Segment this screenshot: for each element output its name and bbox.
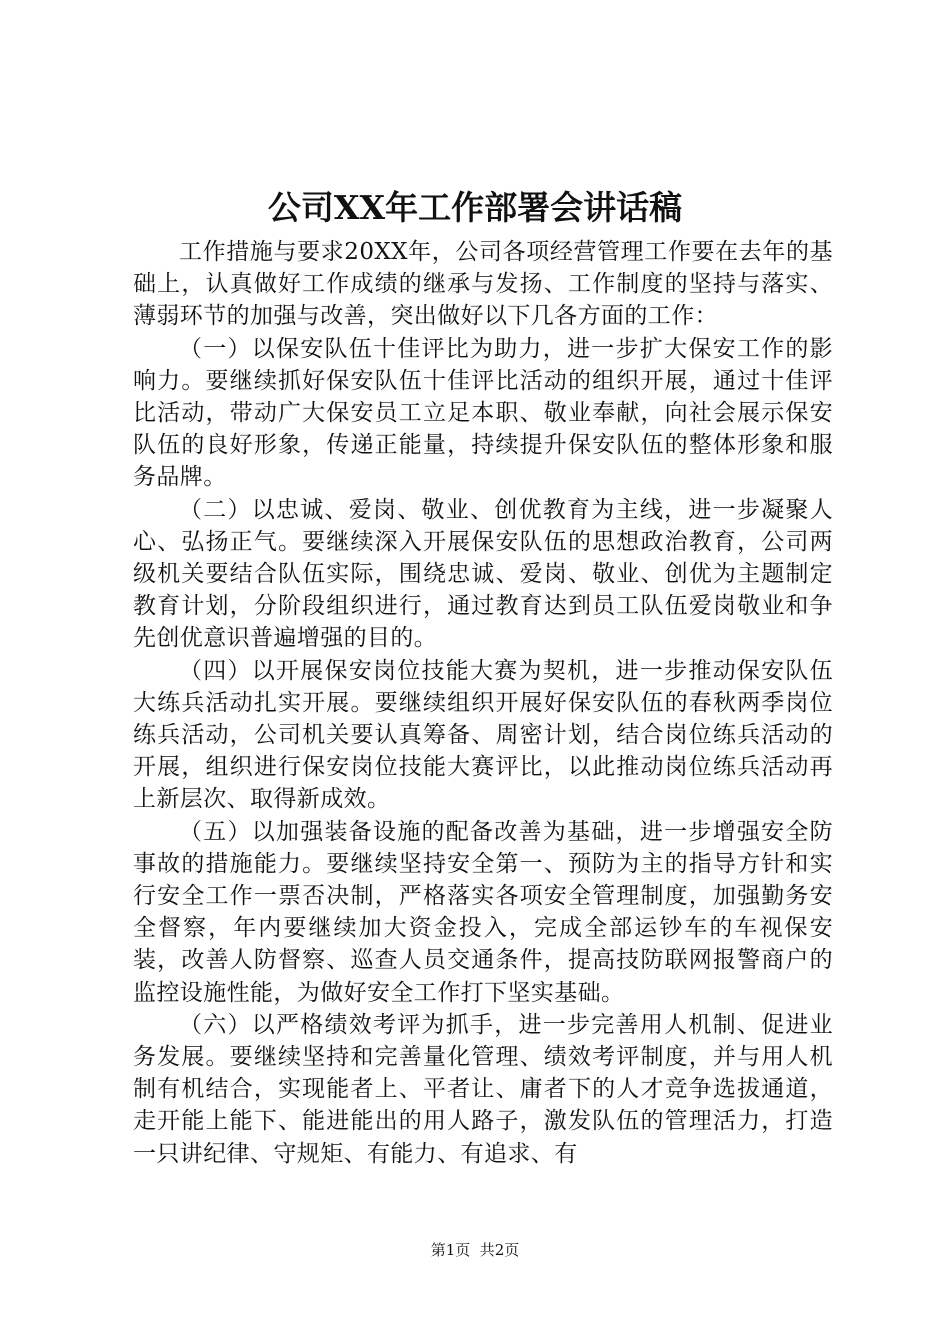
paragraph-item-5: （五）以加强装备设施的配备改善为基础，进一步增强安全防事故的措施能力。要继续坚持安全第一、预防为主的指导方针和实行安全工作一票否决制，严格落实各项安全管理制度，加强勤务安全督察，年内要继续加大资金投入，完成全部运钞车的车视保安装，改善人防督察、巡查人员交通条件，提高技防联网报警商户的监控设施性能，为做好安全工作打下坚实基础。 <box>133 818 833 1006</box>
paragraph-item-6: （六）以严格绩效考评为抓手，进一步完善用人机制、促进业务发展。要继续坚持和完善量化管理、绩效考评制度，并与用人机制有机结合，实现能者上、平者让、庸者下的人才竞争选拔通道，走开能上能下、能进能出的用人路子，激发队伍的管理活力，打造一只讲纪律、守规矩、有能力、有追求、有 <box>133 1011 833 1167</box>
paragraph-item-1: （一）以保安队伍十佳评比为助力，进一步扩大保安工作的影响力。要继续抓好保安队伍十佳评比活动的组织开展，通过十佳评比活动，带动广大保安员工立足本职、敬业奉献，向社会展示保安队伍的良好形象，传递正能量，持续提升保安队伍的整体形象和服务品牌。 <box>133 335 833 491</box>
page-footer <box>0 1240 950 1260</box>
paragraph-item-4: （四）以开展保安岗位技能大赛为契机，进一步推动保安队伍大练兵活动扎实开展。要继续组织开展好保安队伍的春秋两季岗位练兵活动，公司机关要认真筹备、周密计划，结合岗位练兵活动的开展，组织进行保安岗位技能大赛评比，以此推动岗位练兵活动再上新层次、取得新成效。 <box>133 657 833 813</box>
paragraph-intro: 工作措施与要求20XX年，公司各项经营管理工作要在去年的基础上，认真做好工作成绩的继承与发扬、工作制度的坚持与落实、薄弱环节的加强与改善，突出做好以下几各方面的工作： <box>133 239 833 330</box>
page-number: 第1页 共2页 <box>430 1241 520 1259</box>
document-title: 公司XX年工作部署会讲话稿 <box>267 188 683 227</box>
paragraph-item-2: （二）以忠诚、爱岗、敬业、创优教育为主线，进一步凝聚人心、弘扬正气。要继续深入开展保安队伍的思想政治教育，公司两级机关要结合队伍实际，围绕忠诚、爱岗、敬业、创优为主题制定教育计划，分阶段组织进行，通过教育达到员工队伍爱岗敬业和争先创优意识普遍增强的目的。 <box>133 496 833 652</box>
document-body <box>133 236 833 1170</box>
